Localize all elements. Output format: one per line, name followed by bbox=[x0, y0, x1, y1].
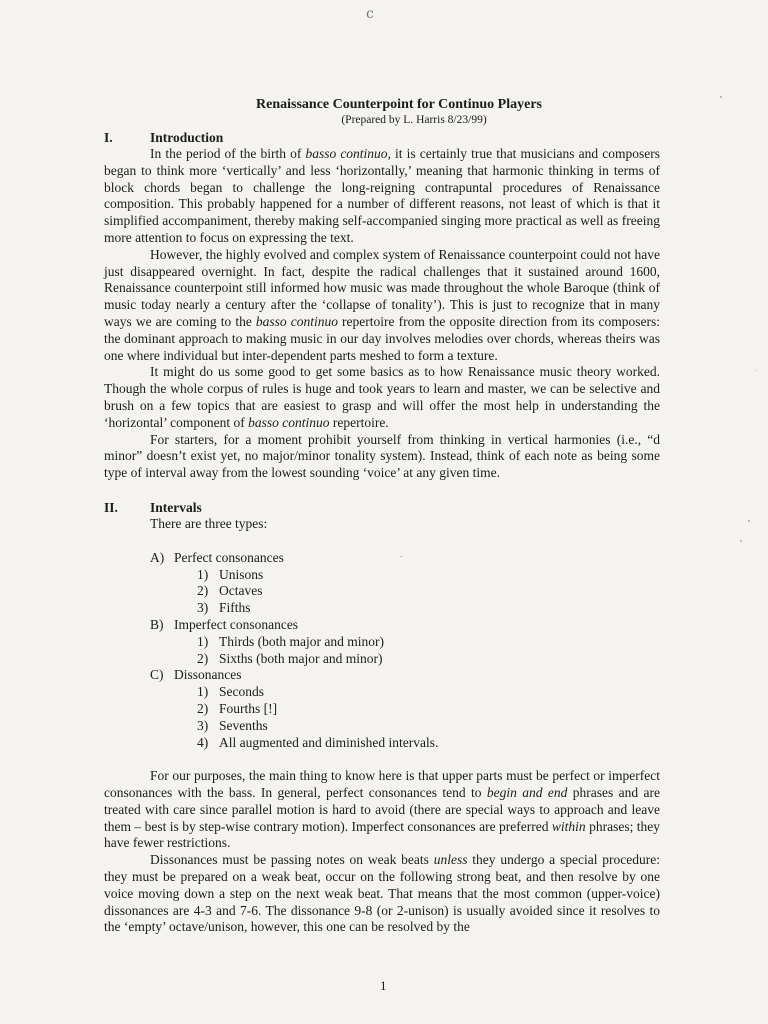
document-subtitle: (Prepared by L. Harris 8/23/99) bbox=[341, 114, 487, 126]
paragraph: It might do us some good to get some basics as to how Renaissance music theory worked. Though the whole corpus of rules is huge and took years to learn and master, we can be selective and brush on a few topics that are easiest to grasp and will offer the most help in understanding the ‘horizontal’ component of basso continuo repertoire. bbox=[104, 364, 660, 430]
outline-item bbox=[104, 583, 660, 600]
outline-item-label: Sixths (both major and minor) bbox=[219, 650, 383, 666]
outline-group bbox=[104, 617, 660, 634]
outline-item-key: 2) bbox=[197, 700, 209, 716]
outline-item bbox=[104, 735, 660, 752]
outline-item-key: 3) bbox=[197, 600, 209, 616]
outline-item-key: 3) bbox=[197, 717, 209, 733]
interval-outline bbox=[104, 550, 660, 752]
outline-item-label: Thirds (both major and minor) bbox=[219, 633, 384, 649]
top-mark: ⅽ bbox=[366, 7, 374, 22]
outline-item bbox=[104, 567, 660, 584]
document-title: Renaissance Counterpoint for Continuo Players bbox=[256, 97, 542, 112]
outline-label: Perfect consonances bbox=[174, 549, 284, 565]
outline-item bbox=[104, 718, 660, 735]
outline-item-key: 1) bbox=[197, 684, 209, 700]
section-title: Intervals bbox=[150, 499, 202, 515]
paragraph: Dissonances must be passing notes on weak beats unless they undergo a special procedure: they must be prepared on a weak beat, occur on the following strong beat, and then resolve by one voice moving down a step on the next weak beat. That means that the most common (upper-voice) dissonances are 4-3 and 7-6. The dissonance 9-8 (or 2-unison) is usually avoided since it resolves to the ‘empty’ octave/unison, however, this one can be resolved by the bbox=[104, 852, 660, 935]
outline-group bbox=[104, 667, 660, 684]
outline-item-label: Fourths [!] bbox=[219, 700, 278, 716]
title-block bbox=[0, 96, 768, 127]
outline-item-label: Fifths bbox=[219, 600, 251, 616]
outline-item bbox=[104, 600, 660, 617]
outline-item bbox=[104, 701, 660, 718]
paragraph: For our purposes, the main thing to know here is that upper parts must be perfect or imperfect consonances with the bass. In general, perfect consonances tend to begin and end phrases and are treated with care since parallel motion is hard to avoid (there are special ways to approach and leave them – best is by step-wise contrary motion). Imperfect consonances are preferred within phrases; they have fewer restrictions. bbox=[104, 768, 660, 851]
outline-key: A) bbox=[150, 549, 165, 565]
outline-item-key: 2) bbox=[197, 583, 209, 599]
outline-item-label: Unisons bbox=[219, 566, 264, 582]
outline-item bbox=[104, 651, 660, 668]
outline-item-label: Octaves bbox=[219, 583, 263, 599]
outline-group bbox=[104, 550, 660, 567]
outline-key: B) bbox=[150, 616, 164, 632]
outline-item-key: 4) bbox=[197, 734, 209, 750]
section-intro: There are three types: bbox=[150, 515, 268, 531]
section-heading-intervals bbox=[104, 499, 660, 516]
outline-label: Imperfect consonances bbox=[174, 616, 299, 632]
outline-item-key: 2) bbox=[197, 650, 209, 666]
outline-item-label: Sevenths bbox=[219, 717, 268, 733]
paragraph: However, the highly evolved and complex system of Renaissance counterpoint could not have just disappeared overnight. In fact, despite the radical challenges that it sustained around 1600, Renaissance counterpoint still informed how music was made throughout the whole Baroque (think of music today nearly a century after the ‘collapse of tonality’). This is just to recognize that in many ways we are coming to the basso continuo repertoire from the opposite direction from its composers: the dominant approach to making music in our day involves melodies over chords, whereas theirs was one where individual but inter-dependent parts meshed to form a texture. bbox=[104, 246, 660, 363]
page-number: 1 bbox=[380, 978, 387, 993]
section-heading-introduction bbox=[104, 129, 660, 146]
section-number: II. bbox=[104, 499, 118, 515]
outline-key: C) bbox=[150, 667, 164, 683]
section-title: Introduction bbox=[150, 130, 224, 145]
section-number: I. bbox=[104, 130, 113, 145]
paragraph: For starters, for a moment prohibit yourself from thinking in vertical harmonies (i.e., “d minor” doesn’t exist yet, no major/minor tonality system). Instead, think of each note as being some type of interval away from the lowest sounding ‘voice’ at any given time. bbox=[104, 431, 660, 481]
outline-item bbox=[104, 684, 660, 701]
outline-item-key: 1) bbox=[197, 566, 209, 582]
outline-item-key: 1) bbox=[197, 633, 209, 649]
outline-label: Dissonances bbox=[174, 667, 242, 683]
outline-item-label: All augmented and diminished intervals. bbox=[219, 734, 439, 750]
outline-item-label: Seconds bbox=[219, 684, 264, 700]
document-body bbox=[104, 129, 660, 936]
paragraph: In the period of the birth of basso continuo, it is certainly true that musicians and composers began to think more ‘vertically’ and less ‘horizontally,’ meaning that harmonic thinking in terms of block chords began to challenge the long-reigning contrapuntal procedures of Renaissance composition. This probably happened for a number of different reasons, not least of which is that it simplified accompaniment, thereby making self-accompanied singing more practical as well as freeing more attention to focus on expressing the text. bbox=[104, 146, 660, 245]
outline-item bbox=[104, 634, 660, 651]
